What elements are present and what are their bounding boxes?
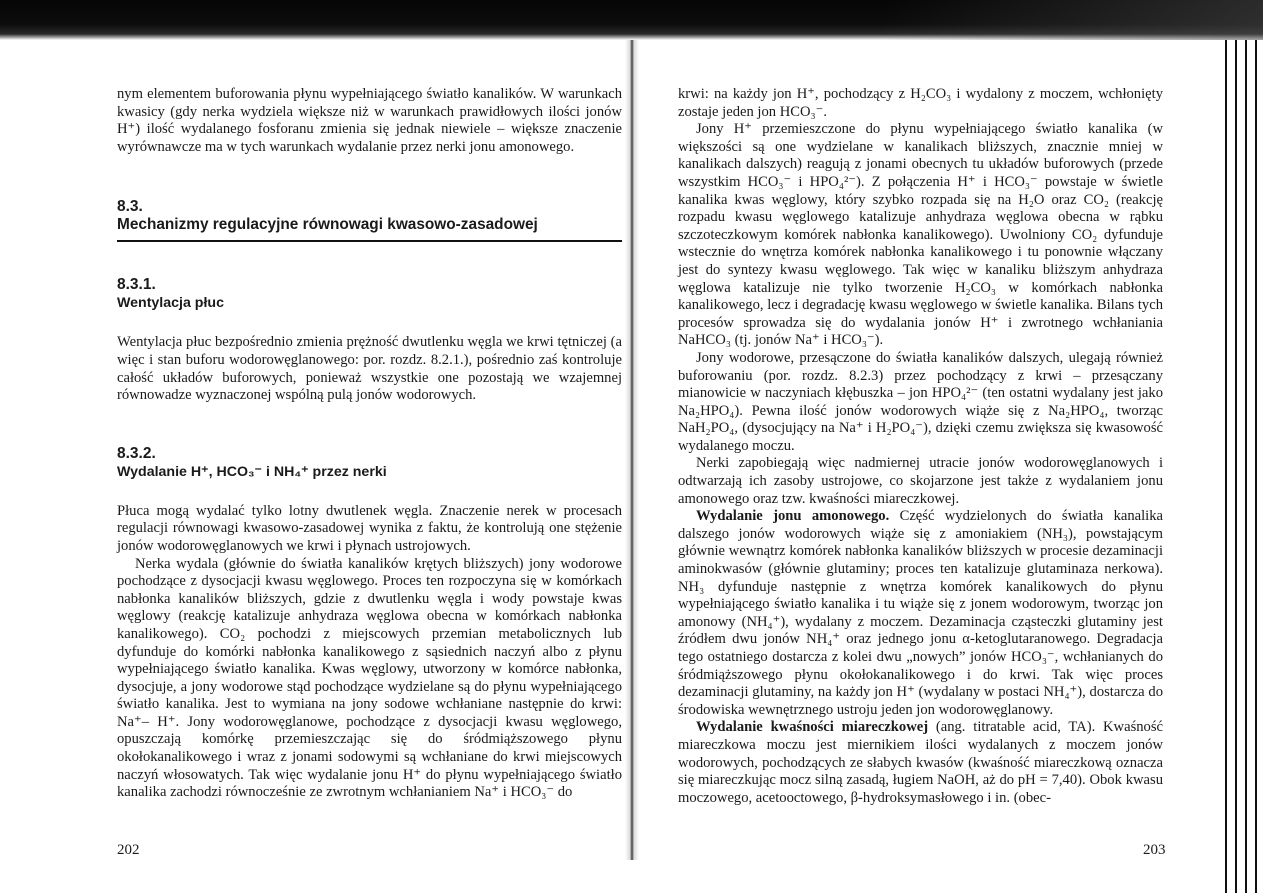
titratable-paragraph-text: (ang. titratable acid, TA). Kwaśność miareczkowa moczu jest miernikiem ilości wydalanych z moczem jonów wodorowych, pochodzących ze słabych kwasów (kwaśność miareczkową oznacza się miareczkując mocz silną zasadą, ługiem NaOH, aż do pH = 7,40). Obok kwasu moczowego, acetooctowego, β-hydroksymasłowego i in. (obec- [678,719,1164,806]
section-8-3-number: 8.3. [117,198,143,216]
section-8-3-2-number: 8.3.2. [117,444,156,462]
section-8-3-title: Mechanizmy regulacyjne równowagi kwasowo-zasadowej [117,216,538,234]
titratable-run-in-heading: Wydalanie kwaśności miareczkowej [696,719,929,736]
ammonium-run-in-heading: Wydalanie jonu amonowego. [696,508,890,525]
left-intro-paragraph: nym elementem buforowania płynu wypełniającego światło kanalików. W warunkach kwasicy (gdy nerka wydziela większe niż w warunkach prawidłowych ilości jonów H⁺) ilość wydalanego fosforanu zmienia się jednak niewiele – większe znaczenie wyrównawcze ma w tych warunkach wydalanie przez nerki jonu amonowego. [117,86,622,155]
kidney-paragraph-2: Nerka wydala (głównie do światła kanalików krętych bliższych) jony wodorowe pochodzące z dysocjacji kwasu węglowego. Proces ten rozpoczyna się w komórkach nabłonka kanalików bliższych, gdzie z dwutlenku węgla i wody powstaje kwas węglowy (reakcję katalizuje anhydraza węglowa obecna w komórkach nabłonka kanalikowego). CO₂ pochodzi z miejscowych przemian metabolicznych lub dyfunduje do komórki nabłonka kanalikowego z sąsiednich naczyń albo z płynu wypełniającego światło kanalika. Kwas węglowy, utworzony w komórce nabłonka, dysocjuje, a jony wodorowe stąd pochodzące wydzielane są do płynu wypełniającego światło kanalika. Jest to wymiana na jony sodowe wchłaniane następnie do krwi: Na⁺– H⁺. Jony wodorowęglanowe, pochodzące z dysocjacji kwasu węglowego, opuszczają komórkę przemieszczając się do śródmiąższowego płynu okołokanalikowego i wraz z jonami sodowymi są wchłaniane do krwi miejscowych naczyń włosowatych. Tak więc wydalanie jonu H⁺ do płynu wypełniającego światło kanalika zachodzi równocześnie ze zwrotnym wchłanianiem Na⁺ i HCO₃⁻ do [117,555,622,801]
ventilation-paragraph: Wentylacja płuc bezpośrednio zmienia prężność dwutlenku węgla we krwi tętniczej (a więc i stan buforu wodorowęglanowego: por. rozdz. 8.2.1.), pośrednio zaś kontroluje całość układów buforowych, ponieważ wszystkie one pozostają we wzajemnej równowadze wyznaczonej wspólną pulą jonów wodorowych. [117,334,622,404]
right-paragraph-1: krwi: na każdy jon H⁺, pochodzący z H₂CO₃ i wydalony z moczem, wchłonięty zostaje jeden jon HCO₃⁻. [678,86,1163,120]
right-paragraph-4: Nerki zapobiegają więc nadmiernej utracie jonów wodorowęglanowych i odtwarzają ich zasoby ustrojowe, co skojarzone jest także z wydalaniem jonu amonowego oraz tzw. kwaśności miareczkowej. [678,455,1163,507]
right-paragraph-2: Jony H⁺ przemieszczone do płynu wypełniającego światło kanalika (w większości są one wydzielane w kanalikach bliższych, znacznie mniej w kanalikach dalszych) reagują z jonami obecnych tu układów buforowych (przede wszystkim HCO₃⁻ i HPO₄²⁻). Z połączenia H⁺ i HCO₃⁻ powstaje w świetle kanalika kwas węglowy, który szybko rozpada się na H₂O oraz CO₂ (reakcję rozpadu kwasu węglowego katalizuje anhydraza węglowa obecna w rąbku szczoteczkowym komórek nabłonka kanalikowego). Uwolniony CO₂ dyfunduje wstecznie do wnętrza komórek nabłonka kanalikowego i tu ponownie włączany jest do syntezy kwasu węglowego. Tak więc w kanaliku bliższym anhydraza węglowa katalizuje nie tylko tworzenie H₂CO₃ w komórkach nabłonka kanalikowego, lecz i degradację kwasu węglowego w świetle kanalika. Bilans tych procesów sprowadza się do wydalania jonów H⁺ i zwrotnego wchłaniania NaHCO₃ (tj. jonów Na⁺ i HCO₃⁻). [678,121,1163,349]
ammonium-paragraph [678,508,1163,719]
titratable-acid-paragraph [678,719,1163,807]
section-8-3-1-number: 8.3.1. [117,276,156,294]
page-number-right: 203 [1143,842,1166,858]
page-edge-stack [1221,40,1263,893]
right-paragraph-3: Jony wodorowe, przesączone do światła kanalików dalszych, ulegają również buforowaniu (por. rozdz. 8.2.3) przez pochodzący z krwi – przesączany mianowicie w naczyniach kłębuszka – jon HPO₄²⁻ (ten ostatni wydalany jest jako Na₂HPO₄). Pewna ilość jonów wodorowych wiąże się z Na₂HPO₄, tworząc NaH₂PO₄, (dysocjujący na Na⁺ i H₂PO₄⁻), dzięki czemu zwiększa się kwasowość wydalanego moczu. [678,349,1163,454]
ammonium-paragraph-text: Część wydzielonych do światła kanalika dalszego jonów wodorowych wiąże się z amoniakiem (NH₃), powstającym głównie wewnątrz komórek nabłonka kanalików bliższych w procesie dezaminacji aminokwasów (głównie glutaminy; proces ten katalizuje glutaminaza nerkowa). NH₃ dyfunduje następnie z wnętrza komórek kanalikowych do płynu wypełniającego światło kanalika i tu wiąże się z jonem wodorowym, tworząc jon amonowy (NH₄⁺), wydalany z moczem. Dezaminacja cząsteczki glutaminy jest źródłem dwu jonów NH₄⁺ oraz jednego jonu α-ketoglutaranowego. Degradacja tego ostatniego dostarcza z kolei dwu „nowych” jonów HCO₃⁻, wchłanianych do śródmiąższowego płynu okołokanalikowego i do krwi. Tak więc proces dezaminacji glutaminy, na każdy jon H⁺ (wydalany w postaci NH₄⁺), dostarcza do środowiska wewnętrznego ustroju jeden jon wodorowęglanowy. [678,508,1163,718]
section-8-3-1-title: Wentylacja płuc [117,295,224,312]
page-number-left: 202 [117,842,140,858]
book-gutter-shadow [625,40,639,860]
left-page [117,86,622,802]
kidney-paragraph-1: Płuca mogą wydalać tylko lotny dwutlenek węgla. Znaczenie nerek w procesach regulacji równowagi kwasowo-zasadowej wynika z faktu, że kontrolują one stężenie jonów wodorowęglanowych we krwi i płynach ustrojowych. [117,502,622,554]
right-page [678,86,1163,807]
section-8-3-2-title: Wydalanie H⁺, HCO₃⁻ i NH₄⁺ przez nerki [117,463,387,480]
scan-border-highlight [880,0,1263,40]
